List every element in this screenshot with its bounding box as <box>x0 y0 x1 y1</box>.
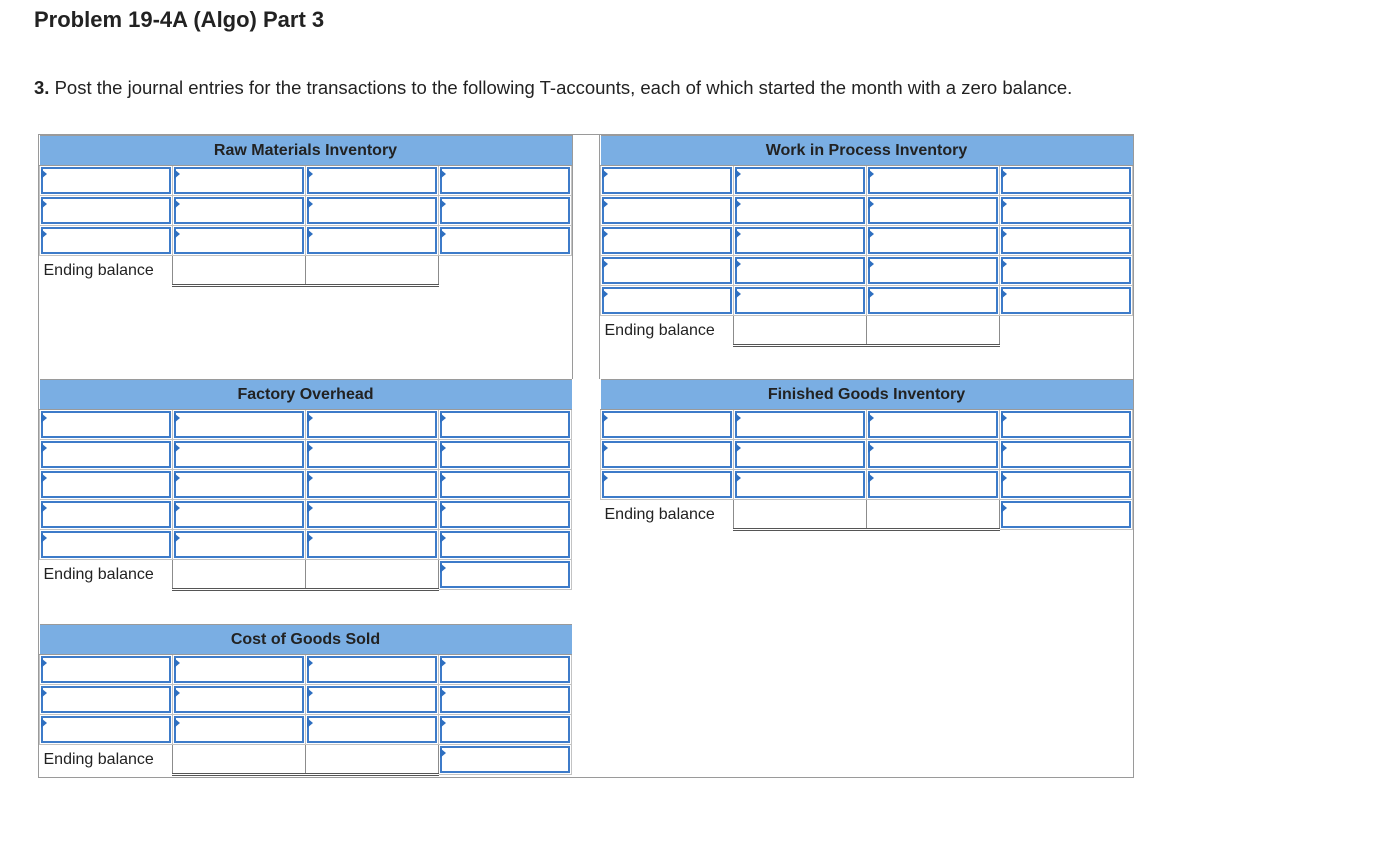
entry-input[interactable] <box>440 227 570 254</box>
dropdown-marker-icon <box>602 259 608 269</box>
entry-input[interactable] <box>307 197 437 224</box>
dropdown-marker-icon <box>868 259 874 269</box>
dropdown-marker-icon <box>41 169 47 179</box>
entry-input[interactable] <box>440 531 570 558</box>
entry-input[interactable] <box>868 167 998 194</box>
dropdown-marker-icon <box>602 413 608 423</box>
dropdown-marker-icon <box>440 533 446 543</box>
ending-balance-input[interactable] <box>306 256 439 286</box>
dropdown-marker-icon <box>41 413 47 423</box>
dropdown-marker-icon <box>1001 473 1007 483</box>
entry-input[interactable] <box>440 471 570 498</box>
ending-balance-input[interactable] <box>867 316 1000 346</box>
entry-input[interactable] <box>307 227 437 254</box>
entry-input[interactable] <box>440 716 570 743</box>
entry-input[interactable] <box>41 167 171 194</box>
entry-input[interactable] <box>735 197 865 224</box>
account-title: Raw Materials Inventory <box>40 136 572 166</box>
dropdown-marker-icon <box>307 503 313 513</box>
entry-input[interactable] <box>868 197 998 224</box>
dropdown-marker-icon <box>1001 443 1007 453</box>
entry-input[interactable] <box>602 287 732 314</box>
dropdown-marker-icon <box>307 169 313 179</box>
dropdown-marker-icon <box>1001 199 1007 209</box>
dropdown-marker-icon <box>307 473 313 483</box>
dropdown-marker-icon <box>735 199 741 209</box>
dropdown-marker-icon <box>735 413 741 423</box>
dropdown-marker-icon <box>602 169 608 179</box>
dropdown-marker-icon <box>602 289 608 299</box>
ending-balance-input[interactable] <box>306 560 439 590</box>
dropdown-marker-icon <box>307 658 313 668</box>
dropdown-marker-icon <box>307 199 313 209</box>
dropdown-marker-icon <box>41 688 47 698</box>
entry-input[interactable] <box>1001 197 1131 224</box>
entry-input[interactable] <box>41 531 171 558</box>
taccount-finished-goods-inventory <box>600 379 1133 531</box>
dropdown-marker-icon <box>602 473 608 483</box>
dropdown-marker-icon <box>440 169 446 179</box>
entry-input[interactable] <box>41 441 171 468</box>
dropdown-marker-icon <box>307 443 313 453</box>
dropdown-marker-icon <box>41 533 47 543</box>
account-title: Work in Process Inventory <box>601 136 1133 166</box>
entry-input[interactable] <box>174 411 304 438</box>
entry-input[interactable] <box>307 501 437 528</box>
entry-input[interactable] <box>41 686 171 713</box>
dropdown-marker-icon <box>1001 413 1007 423</box>
entry-input[interactable] <box>174 441 304 468</box>
entry-input[interactable] <box>41 716 171 743</box>
dropdown-marker-icon <box>602 199 608 209</box>
dropdown-marker-icon <box>41 199 47 209</box>
dropdown-marker-icon <box>868 413 874 423</box>
instruction-number: 3. <box>34 77 50 98</box>
dropdown-marker-icon <box>868 229 874 239</box>
entry-input[interactable] <box>735 287 865 314</box>
ending-balance-input[interactable] <box>173 560 306 590</box>
dropdown-marker-icon <box>868 169 874 179</box>
dropdown-marker-icon <box>174 413 180 423</box>
entry-input[interactable] <box>1001 287 1131 314</box>
entry-input[interactable] <box>735 227 865 254</box>
dropdown-marker-icon <box>602 443 608 453</box>
dropdown-marker-icon <box>307 533 313 543</box>
dropdown-marker-icon <box>174 658 180 668</box>
dropdown-marker-icon <box>41 658 47 668</box>
entry-input[interactable] <box>602 441 732 468</box>
entry-input[interactable] <box>602 471 732 498</box>
entry-input[interactable] <box>735 167 865 194</box>
dropdown-marker-icon <box>440 718 446 728</box>
entry-input[interactable] <box>174 656 304 683</box>
entry-input[interactable] <box>1001 471 1131 498</box>
dropdown-marker-icon <box>174 199 180 209</box>
entry-input[interactable] <box>868 227 998 254</box>
entry-input[interactable] <box>174 197 304 224</box>
entry-input[interactable] <box>440 746 570 773</box>
taccount-cost-of-goods-sold <box>39 624 572 776</box>
dropdown-marker-icon <box>440 658 446 668</box>
dropdown-marker-icon <box>1001 169 1007 179</box>
dropdown-marker-icon <box>1001 229 1007 239</box>
taccount-grid <box>38 134 1134 778</box>
taccount-factory-overhead <box>39 379 572 591</box>
dropdown-marker-icon <box>41 473 47 483</box>
dropdown-marker-icon <box>440 748 446 758</box>
dropdown-marker-icon <box>1001 289 1007 299</box>
dropdown-marker-icon <box>174 718 180 728</box>
dropdown-marker-icon <box>41 503 47 513</box>
dropdown-marker-icon <box>868 289 874 299</box>
dropdown-marker-icon <box>868 443 874 453</box>
account-title: Cost of Goods Sold <box>40 625 572 655</box>
entry-input[interactable] <box>307 656 437 683</box>
ending-balance-input[interactable] <box>734 500 867 530</box>
dropdown-marker-icon <box>440 563 446 573</box>
ending-balance-input[interactable] <box>173 256 306 286</box>
account-title: Factory Overhead <box>40 380 572 410</box>
taccount-work-in-process-inventory <box>600 135 1133 347</box>
entry-input[interactable] <box>307 531 437 558</box>
entry-input[interactable] <box>174 471 304 498</box>
entry-input[interactable] <box>174 227 304 254</box>
entry-input[interactable] <box>735 411 865 438</box>
entry-input[interactable] <box>1001 441 1131 468</box>
dropdown-marker-icon <box>41 718 47 728</box>
entry-input[interactable] <box>174 716 304 743</box>
dropdown-marker-icon <box>174 503 180 513</box>
entry-input[interactable] <box>868 441 998 468</box>
dropdown-marker-icon <box>602 229 608 239</box>
entry-input[interactable] <box>440 686 570 713</box>
dropdown-marker-icon <box>307 413 313 423</box>
entry-input[interactable] <box>440 197 570 224</box>
dropdown-marker-icon <box>174 169 180 179</box>
dropdown-marker-icon <box>41 229 47 239</box>
entry-input[interactable] <box>1001 227 1131 254</box>
entry-input[interactable] <box>440 441 570 468</box>
dropdown-marker-icon <box>440 503 446 513</box>
entry-input[interactable] <box>174 686 304 713</box>
entry-input[interactable] <box>440 656 570 683</box>
entry-input[interactable] <box>868 287 998 314</box>
dropdown-marker-icon <box>174 688 180 698</box>
page-title: Problem 19-4A (Algo) Part 3 <box>34 7 325 32</box>
entry-input[interactable] <box>307 686 437 713</box>
dropdown-marker-icon <box>440 413 446 423</box>
entry-input[interactable] <box>307 716 437 743</box>
entry-input[interactable] <box>735 471 865 498</box>
entry-input[interactable] <box>41 656 171 683</box>
ending-balance-label: Ending balance <box>601 316 734 346</box>
ending-balance-input[interactable] <box>734 316 867 346</box>
entry-input[interactable] <box>440 411 570 438</box>
dropdown-marker-icon <box>440 199 446 209</box>
entry-input[interactable] <box>174 531 304 558</box>
dropdown-marker-icon <box>735 443 741 453</box>
entry-input[interactable] <box>174 167 304 194</box>
ending-balance-input[interactable] <box>867 500 1000 530</box>
entry-input[interactable] <box>868 471 998 498</box>
dropdown-marker-icon <box>1001 259 1007 269</box>
entry-input[interactable] <box>602 411 732 438</box>
column-separator <box>572 135 600 379</box>
entry-input[interactable] <box>41 227 171 254</box>
entry-input[interactable] <box>1001 411 1131 438</box>
dropdown-marker-icon <box>174 533 180 543</box>
entry-input[interactable] <box>868 257 998 284</box>
entry-input[interactable] <box>307 441 437 468</box>
instruction-text <box>34 76 1072 100</box>
ending-balance-label: Ending balance <box>40 745 173 775</box>
entry-input[interactable] <box>440 167 570 194</box>
ending-balance-input[interactable] <box>173 745 306 775</box>
dropdown-marker-icon <box>440 229 446 239</box>
taccount-raw-materials-inventory <box>39 135 572 287</box>
entry-input[interactable] <box>307 411 437 438</box>
ending-balance-label: Ending balance <box>40 256 173 286</box>
dropdown-marker-icon <box>307 229 313 239</box>
dropdown-marker-icon <box>735 229 741 239</box>
dropdown-marker-icon <box>307 718 313 728</box>
account-title: Finished Goods Inventory <box>601 380 1133 410</box>
dropdown-marker-icon <box>735 473 741 483</box>
entry-input[interactable] <box>440 501 570 528</box>
entry-input[interactable] <box>1001 257 1131 284</box>
entry-input[interactable] <box>41 471 171 498</box>
entry-input[interactable] <box>735 441 865 468</box>
dropdown-marker-icon <box>735 289 741 299</box>
dropdown-marker-icon <box>868 199 874 209</box>
ending-balance-label: Ending balance <box>40 560 173 590</box>
dropdown-marker-icon <box>440 473 446 483</box>
entry-input[interactable] <box>307 167 437 194</box>
dropdown-marker-icon <box>1001 503 1007 513</box>
entry-input[interactable] <box>440 561 570 588</box>
dropdown-marker-icon <box>735 169 741 179</box>
entry-input[interactable] <box>1001 501 1131 528</box>
dropdown-marker-icon <box>41 443 47 453</box>
dropdown-marker-icon <box>868 473 874 483</box>
entry-input[interactable] <box>174 501 304 528</box>
instruction-body: Post the journal entries for the transactions to the following T-accounts, each of which started the month with a zero balance. <box>54 77 1073 98</box>
entry-input[interactable] <box>602 227 732 254</box>
entry-input[interactable] <box>602 197 732 224</box>
ending-balance-input[interactable] <box>306 745 439 775</box>
dropdown-marker-icon <box>440 688 446 698</box>
entry-input[interactable] <box>735 257 865 284</box>
dropdown-marker-icon <box>307 688 313 698</box>
entry-input[interactable] <box>307 471 437 498</box>
dropdown-marker-icon <box>174 443 180 453</box>
entry-input[interactable] <box>602 167 732 194</box>
entry-input[interactable] <box>41 501 171 528</box>
ending-balance-label: Ending balance <box>601 500 734 530</box>
entry-input[interactable] <box>41 411 171 438</box>
entry-input[interactable] <box>868 411 998 438</box>
dropdown-marker-icon <box>174 473 180 483</box>
dropdown-marker-icon <box>440 443 446 453</box>
entry-input[interactable] <box>602 257 732 284</box>
dropdown-marker-icon <box>174 229 180 239</box>
dropdown-marker-icon <box>735 259 741 269</box>
entry-input[interactable] <box>1001 167 1131 194</box>
entry-input[interactable] <box>41 197 171 224</box>
